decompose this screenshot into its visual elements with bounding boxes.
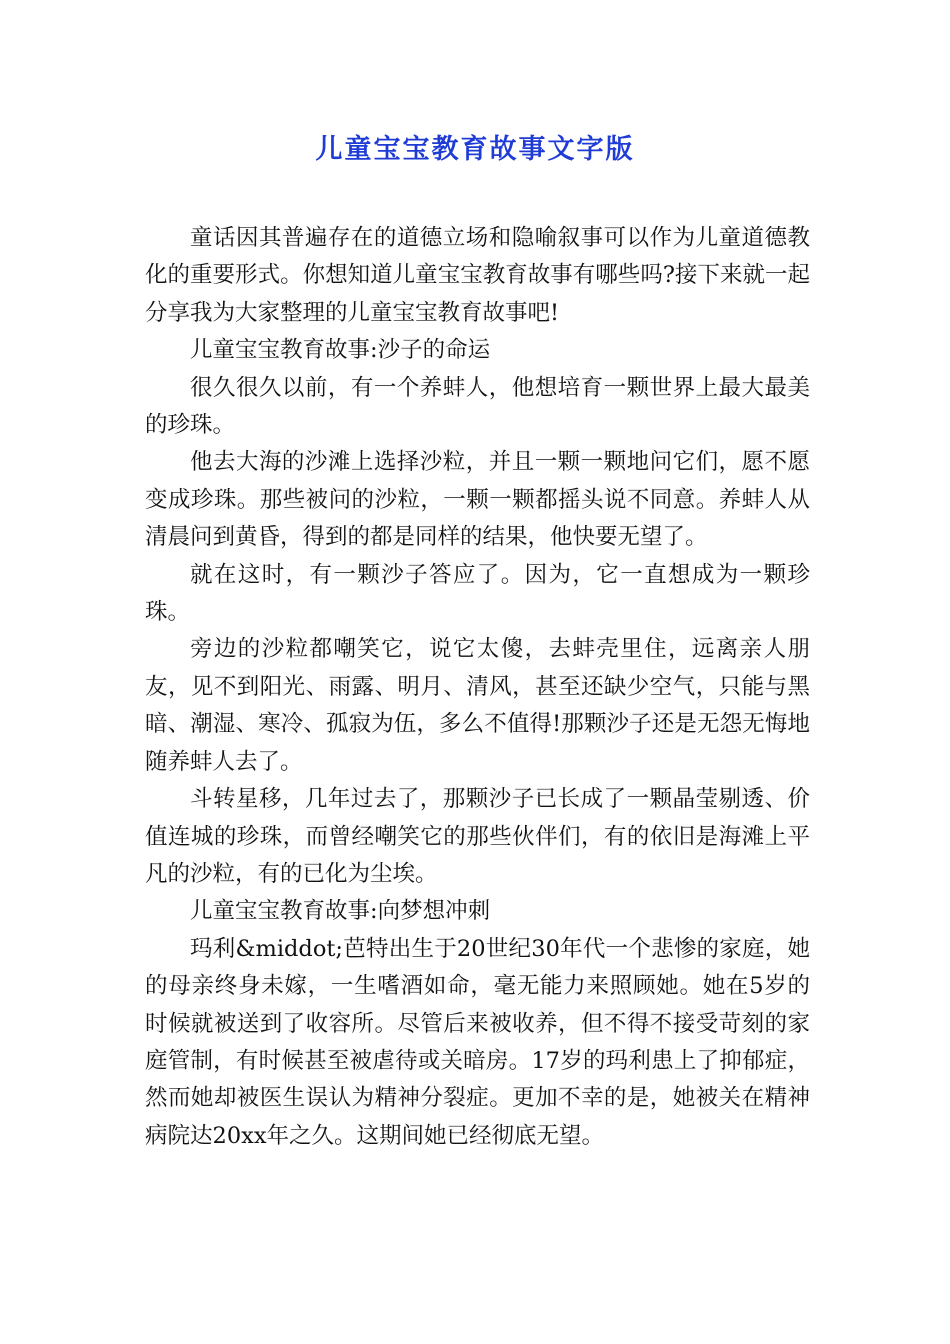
paragraph-intro: 童话因其普遍存在的道德立场和隐喻叙事可以作为儿童道德教化的重要形式。你想知道儿童宝宝教育故事有哪些吗?接下来就一起分享我为大家整理的儿童宝宝教育故事吧! — [145, 225, 810, 326]
paragraph: 旁边的沙粒都嘲笑它，说它太傻，去蚌壳里住，远离亲人朋友，见不到阳光、雨露、明月、清风，甚至还缺少空气，只能与黑暗、潮湿、寒冷、孤寂为伍，多么不值得!那颗沙子还是无怨无悔地随养蚌人去了。 — [145, 636, 810, 775]
paragraph: 他去大海的沙滩上选择沙粒，并且一颗一颗地问它们，愿不愿变成珍珠。那些被问的沙粒，一颗一颗都摇头说不同意。养蚌人从清晨问到黄昏，得到的都是同样的结果，他快要无望了。 — [145, 449, 810, 551]
document-body — [145, 220, 810, 1155]
paragraph: 斗转星移，几年过去了，那颗沙子已长成了一颗晶莹剔透、价值连城的珍珠，而曾经嘲笑它的那些伙伴们，有的依旧是海滩上平凡的沙粒，有的已化为尘埃。 — [145, 786, 810, 887]
section-heading-sand: 儿童宝宝教育故事:沙子的命运 — [190, 337, 491, 364]
paragraph: 玛利&middot;芭特出生于20世纪30年代一个悲惨的家庭，她的母亲终身未嫁，一生嗜酒如命，毫无能力来照顾她。她在5岁的时候就被送到了收容所。尽管后来被收养，但不得不接受苛刻的家庭管制，有时候甚至被虐待或关暗房。17岁的玛利患上了抑郁症，然而她却被医生误认为精神分裂症。更加不幸的是，她被关在精神病院达20xx年之久。这期间她已经彻底无望。 — [145, 935, 810, 1149]
paragraph: 很久很久以前，有一个养蚌人，他想培育一颗世界上最大最美的珍珠。 — [145, 374, 810, 439]
paragraph: 就在这时，有一颗沙子答应了。因为，它一直想成为一颗珍珠。 — [145, 561, 810, 626]
section-heading-dream: 儿童宝宝教育故事:向梦想冲刺 — [190, 898, 491, 925]
document-title: 儿童宝宝教育故事文字版 — [315, 134, 635, 165]
